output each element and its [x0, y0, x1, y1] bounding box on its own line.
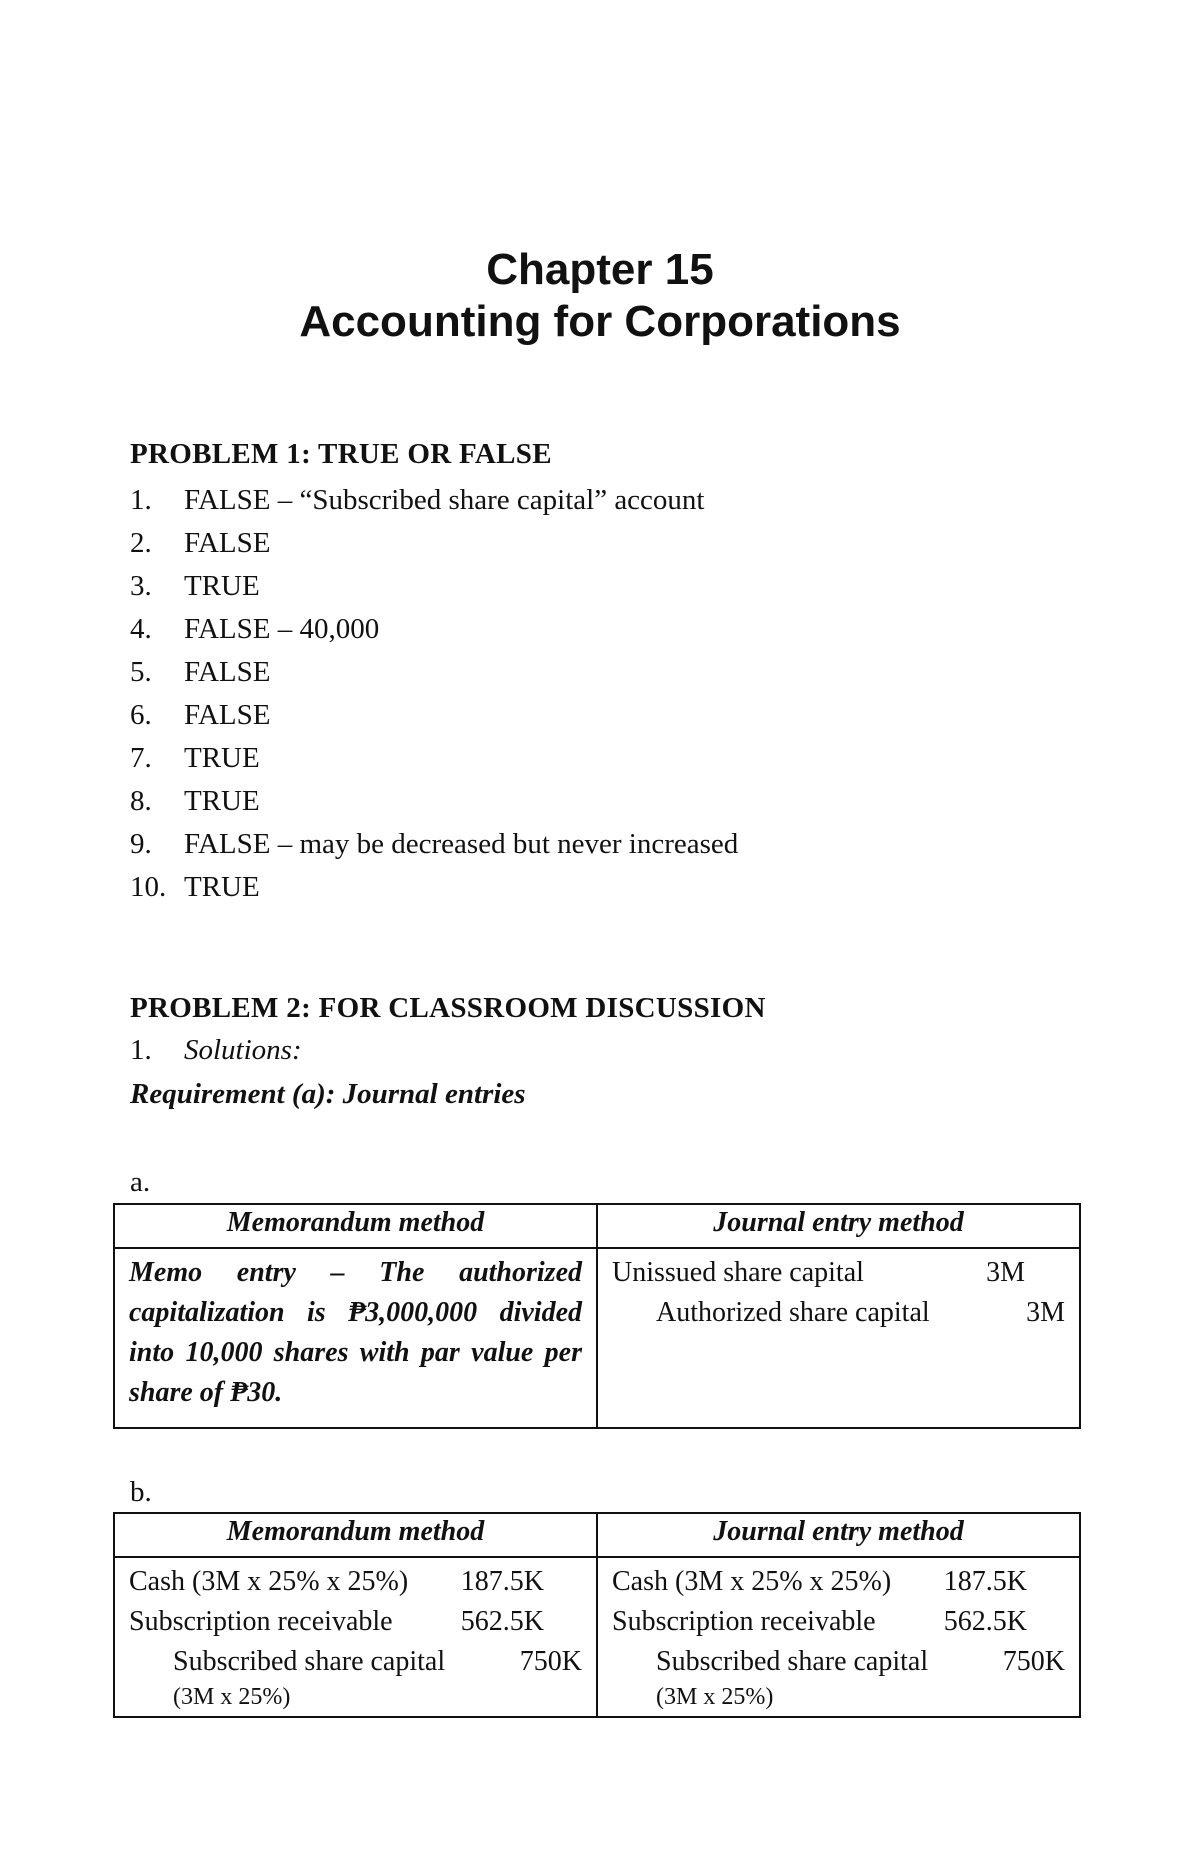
chapter-title: Accounting for Corporations	[299, 297, 901, 346]
memo-entry-lead: Memo entry	[129, 1257, 296, 1288]
column-header-memorandum: Memorandum method	[114, 1204, 597, 1248]
item-answer: TRUE	[184, 570, 260, 602]
memo-entry-body: – The authorized capitalization is ₱3,000,000 divided into 10,000 shares with par value per share of ₱30.	[129, 1257, 582, 1408]
item-number: 1.	[130, 1034, 152, 1066]
amount: 750K	[1002, 1646, 1065, 1677]
amount: 187.5K	[460, 1566, 544, 1597]
journal-line	[612, 1602, 1065, 1642]
item-number: 3.	[130, 570, 152, 602]
account-name: Subscription receivable	[129, 1606, 393, 1637]
column-header-memorandum: Memorandum method	[114, 1513, 597, 1557]
item-answer: FALSE	[184, 699, 271, 731]
item-answer: FALSE – may be decreased but never increased	[184, 828, 739, 860]
account-name: Subscribed share capital	[656, 1646, 929, 1677]
solutions-label: Solutions:	[184, 1034, 302, 1066]
account-name: Authorized share capital	[656, 1297, 930, 1328]
problem1-heading: PROBLEM 1: TRUE OR FALSE	[130, 438, 552, 470]
amount: 750K	[519, 1646, 582, 1677]
item-number: 6.	[130, 699, 152, 731]
journal-line	[612, 1642, 1065, 1682]
journal-line	[129, 1642, 582, 1682]
amount: 3M	[1026, 1297, 1065, 1328]
amount: 562.5K	[943, 1606, 1027, 1637]
journal-cell	[597, 1248, 1080, 1428]
item-number: 10.	[130, 871, 167, 903]
account-name: Cash (3M x 25% x 25%)	[612, 1566, 892, 1597]
journal-line-credit	[612, 1293, 1065, 1333]
problem2-heading: PROBLEM 2: FOR CLASSROOM DISCUSSION	[130, 992, 766, 1024]
memo-entry-text	[129, 1253, 582, 1413]
column-header-journal: Journal entry method	[597, 1513, 1080, 1557]
journal-table-b	[113, 1512, 1081, 1718]
item-answer: TRUE	[184, 742, 260, 774]
column-header-journal: Journal entry method	[597, 1204, 1080, 1248]
journal-line	[129, 1602, 582, 1642]
item-number: 1.	[130, 484, 152, 516]
amount: 3M	[986, 1257, 1025, 1288]
item-answer: FALSE – “Subscribed share capital” account	[184, 484, 705, 516]
amount: 187.5K	[943, 1566, 1027, 1597]
item-number: 8.	[130, 785, 152, 817]
journal-line	[129, 1562, 582, 1602]
account-name: Cash (3M x 25% x 25%)	[129, 1566, 409, 1597]
chapter-number: Chapter 15	[486, 245, 714, 294]
item-answer: TRUE	[184, 785, 260, 817]
journal-line-debit	[612, 1253, 1065, 1293]
item-answer: FALSE – 40,000	[184, 613, 380, 645]
item-answer: TRUE	[184, 871, 260, 903]
computation-note: (3M x 25%)	[173, 1684, 291, 1710]
solutions-line	[130, 1034, 302, 1067]
account-name: Subscription receivable	[612, 1606, 876, 1637]
item-number: 4.	[130, 613, 152, 645]
item-answer: FALSE	[184, 656, 271, 688]
requirement-heading: Requirement (a): Journal entries	[130, 1078, 526, 1110]
table-b-label: b.	[130, 1476, 152, 1508]
amount: 562.5K	[460, 1606, 544, 1637]
account-name: Subscribed share capital	[173, 1646, 446, 1677]
item-number: 5.	[130, 656, 152, 688]
item-number: 7.	[130, 742, 152, 774]
computation-note: (3M x 25%)	[656, 1684, 774, 1710]
journal-line	[612, 1562, 1065, 1602]
table-a-label: a.	[130, 1166, 151, 1198]
journal-table-a	[113, 1203, 1081, 1429]
item-number: 9.	[130, 828, 152, 860]
memo-cell	[114, 1557, 597, 1717]
account-name: Unissued share capital	[612, 1257, 864, 1288]
item-answer: FALSE	[184, 527, 271, 559]
item-number: 2.	[130, 527, 152, 559]
memo-cell	[114, 1248, 597, 1428]
journal-cell	[597, 1557, 1080, 1717]
